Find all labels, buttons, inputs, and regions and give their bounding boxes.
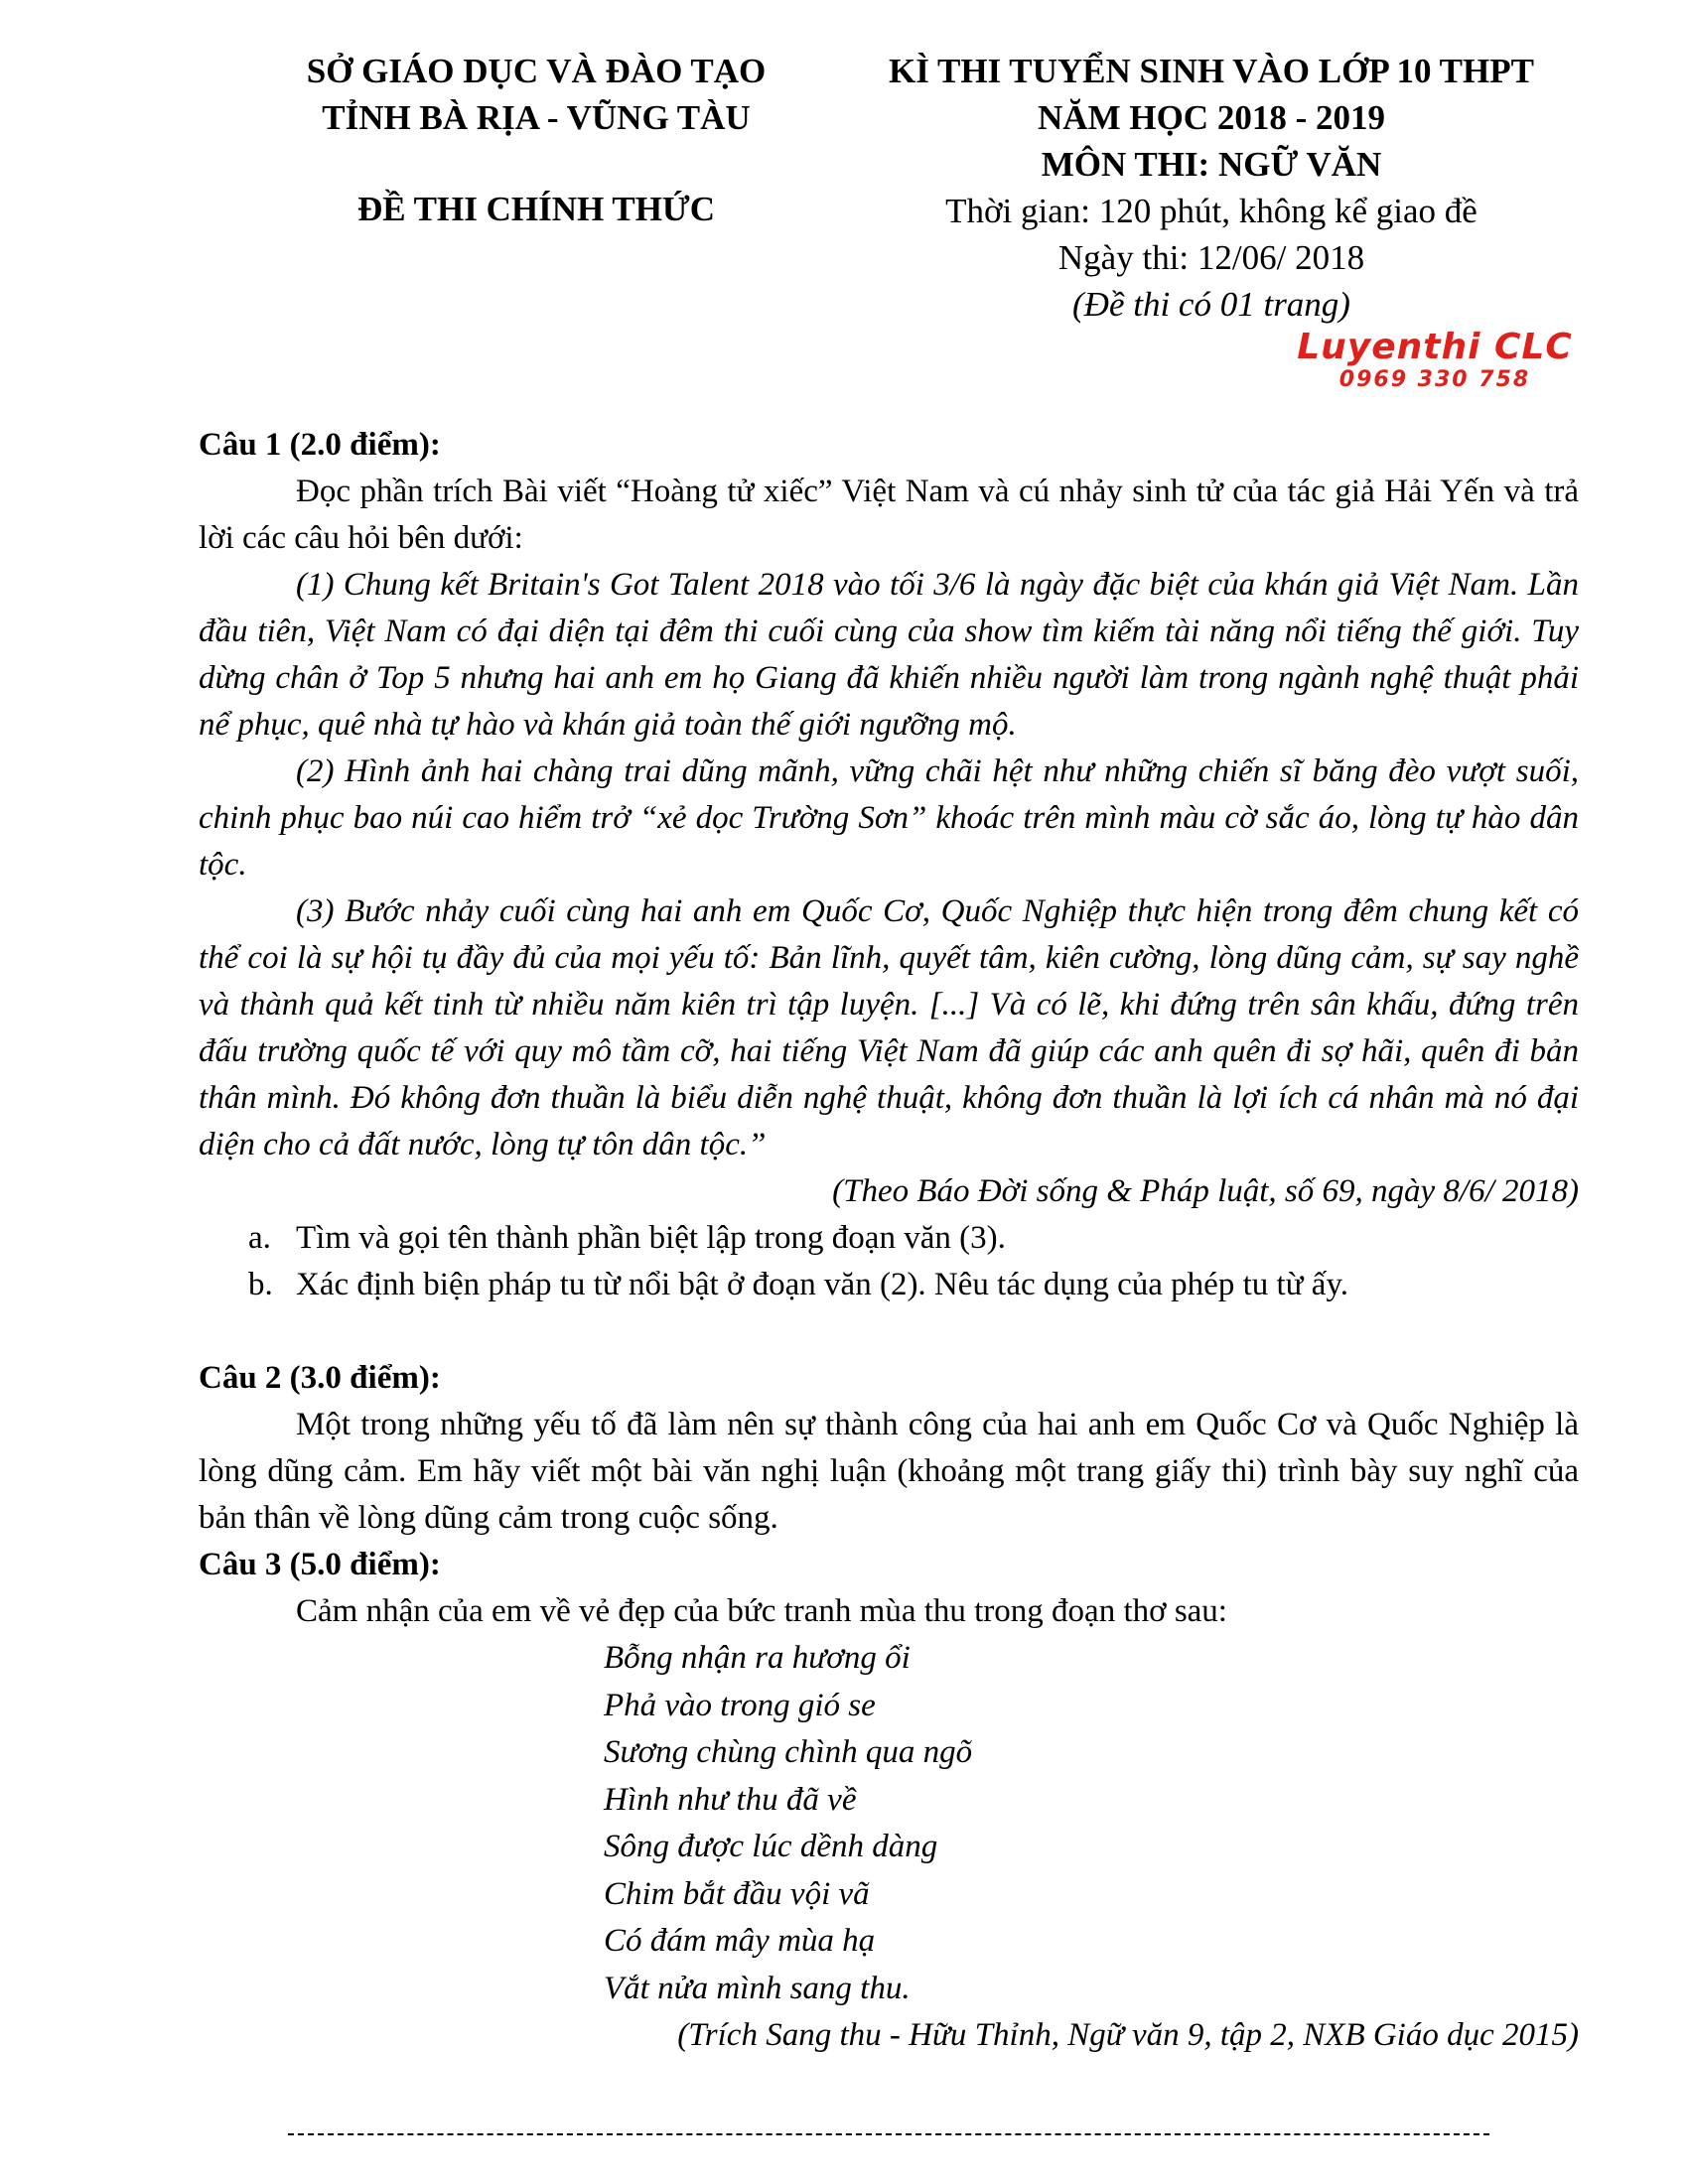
department-name: SỞ GIÁO DỤC VÀ ĐÀO TẠO [306,52,767,90]
poem-line: Chim bắt đầu vội vã [604,1875,870,1912]
q1-item-b-text: Xác định biện pháp tu từ nổi bật ở đoạn văn (2). Nêu tác dụng của phép tu từ ấy. [296,1267,1349,1302]
q2-text: Một trong những yếu tố đã làm nên sự thành công của hai anh em Quốc Cơ và Quốc Nghiệp là lòng dũng cảm. Em hãy viết một bài văn nghị luận (khoảng một trang giấy thi) trình bày suy nghĩ của bản thân về lòng dũng cảm trong cuộc sống. [199,1407,1579,1536]
header-left [258,48,814,232]
poem-line: Hình như thu đã về [604,1781,857,1818]
watermark-phone: 0969 330 758 [1338,367,1531,392]
header-right [864,48,1559,328]
end-divider [288,2133,1489,2135]
q1-item-a-label: a. [248,1220,271,1256]
q1-passage-1: (1) Chung kết Britain's Got Talent 2018 vào tối 3/6 là ngày đặc biệt của khán giả Việt Nam. Lần đầu tiên, Việt Nam có đại diện tại đêm thi cuối cùng của show tìm kiếm tài năng nổi tiếng thế giới. Tuy dừng chân ở Top 5 nhưng hai anh em họ Giang đã khiến nhiều người làm trong ngành nghệ thuật phải nể phục, quê nhà tự hào và khán giả toàn thế giới ngưỡng mộ. [199,567,1579,743]
exam-title: KÌ THI TUYỂN SINH VÀO LỚP 10 THPT [889,52,1534,90]
q1-item-b [199,1262,1579,1308]
watermark-name: Luyenthi CLC [1297,327,1573,367]
q1-passage-3: (3) Bước nhảy cuối cùng hai anh em Quốc Cơ, Quốc Nghiệp thực hiện trong đêm chung kết có thể coi là sự hội tụ đầy đủ của mọi yếu tố: Bản lĩnh, quyết tâm, kiên cường, lòng dũng cảm, sự say nghề và thành quả kết tinh từ nhiều năm kiên trì tập luyện. [...] Và có lẽ, khi đứng trên sân khấu, đứng trên đấu trường quốc tế với quy mô tầm cỡ, hai tiếng Việt Nam đã giúp các anh quên đi sợ hãi, quên đi bản thân mình. Đó không đơn thuần là biểu diễn nghệ thuật, không đơn thuần là lợi ích cá nhân mà nó đại diện cho cả đất nước, lòng tự tôn dân tộc.” [199,893,1579,1162]
poem-source: (Trích Sang thu - Hữu Thỉnh, Ngữ văn 9, tập 2, NXB Giáo dục 2015) [677,2017,1579,2053]
exam-date: Ngày thi: 12/06/ 2018 [1057,238,1365,277]
q1-intro: Đọc phần trích Bài viết “Hoàng tử xiếc” Việt Nam và cú nhảy sinh tử của tác giả Hải Yến và trả lời các câu hỏi bên dưới: [199,474,1579,556]
q2-heading: Câu 2 (3.0 điểm): [199,1360,441,1396]
watermark-logo [1276,328,1594,393]
school-year: NĂM HỌC 2018 - 2019 [1038,98,1385,137]
province-name: TỈNH BÀ RỊA - VŨNG TÀU [322,98,751,137]
q1-source: (Theo Báo Đời sống & Pháp luật, số 69, ngày 8/6/ 2018) [832,1173,1579,1209]
poem-line: Bỗng nhận ra hương ổi [604,1640,911,1676]
poem-line: Sông được lúc dềnh dàng [604,1829,938,1864]
poem-line: Có đám mây mùa hạ [604,1923,876,1959]
q1-passage-2: (2) Hình ảnh hai chàng trai dũng mãnh, vững chãi hệt như những chiến sĩ băng đèo vượt suối, chinh phục bao núi cao hiểm trở “xẻ dọc Trường Sơn” khoác trên mình màu cờ sắc áo, lòng tự hào dân tộc. [199,753,1579,883]
exam-body [199,422,1579,2059]
official-exam-label: ĐỀ THI CHÍNH THỨC [356,190,716,228]
q1-item-a [199,1215,1579,1262]
q3-heading: Câu 3 (5.0 điểm): [199,1547,441,1582]
poem-line: Phả vào trong gió se [604,1687,876,1723]
duration: Thời gian: 120 phút, không kể giao đề [945,192,1477,230]
subject: MÔN THI: NGỮ VĂN [1041,145,1382,184]
poem [604,1635,1579,2012]
q1-item-b-label: b. [248,1267,273,1302]
q3-intro: Cảm nhận của em về vẻ đẹp của bức tranh mùa thu trong đoạn thơ sau: [296,1593,1227,1629]
q1-item-a-text: Tìm và gọi tên thành phần biệt lập trong đoạn văn (3). [296,1220,1006,1256]
q1-heading: Câu 1 (2.0 điểm): [199,427,441,463]
page-count-note: (Đề thi có 01 trang) [1072,285,1350,324]
poem-line: Sương chùng chình qua ngõ [604,1734,973,1770]
poem-line: Vắt nửa mình sang thu. [604,1970,911,2006]
